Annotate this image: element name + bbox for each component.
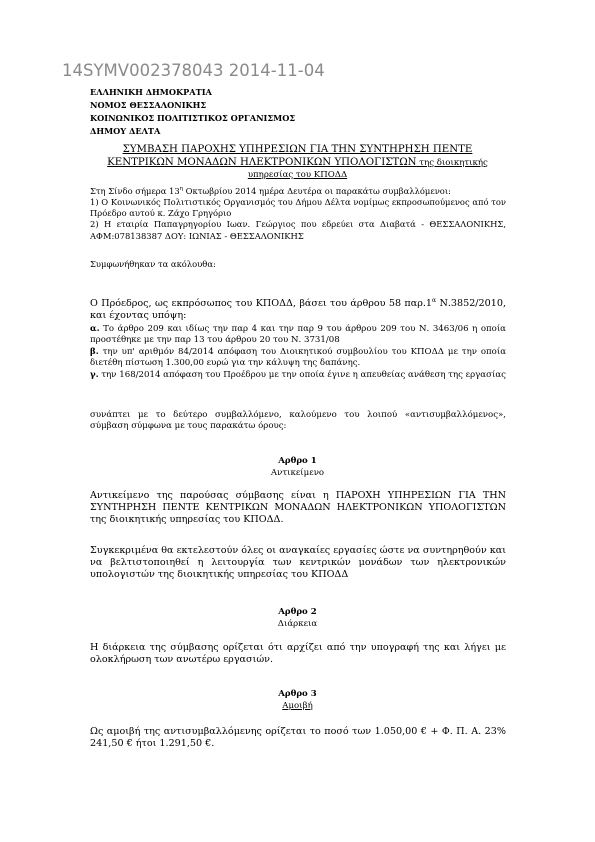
article-2-number: Αρθρο 2: [278, 607, 317, 617]
contract-title: [90, 144, 505, 182]
consideration-a-text: Το άρθρο 209 και ιδίως την παρ 4 και την παρ 9 του άρθρου 209 του Ν. 3463/06 η οποία προστέθηκε με την παρ 13 του άρθρου 20 του Ν. 3731/08: [90, 324, 506, 346]
party-2: 2) Η εταιρία Παπαγρηγορίου Ιωαν. Γεώργιος που εδρεύει στα Διαβατά - ΘΕΣΣΑΛΟΝΙΚΗΣ, ΑΦΜ:078138387 ΔΟΥ: ΙΩΝΙΑΣ - ΘΕΣΣΑΛΟΝΙΚΗΣ: [90, 219, 506, 241]
article-1-number: Αρθρο 1: [278, 456, 317, 466]
closing-text: συνάπτει με το δεύτερο συμβαλλόμενο, καλούμενο του λοιπού «αντισυμβαλλόμενος», σύμβαση σύμφωνα με τους παρακάτω όρους:: [90, 410, 506, 432]
title-line-1: ΣΥΜΒΑΣΗ ΠΑΡΟΧΗΣ ΥΠΗΡΕΣΙΩΝ ΓΙΑ ΤΗΝ ΣΥΝΤΗΡΗΣΗ ΠΕΝΤΕ: [122, 144, 473, 155]
title-line-2b: της διοικητικής: [416, 157, 488, 168]
consideration-c: [90, 370, 506, 381]
article-1-body-2: [90, 545, 506, 582]
intro-date-sup: η: [179, 186, 183, 192]
article-1-subtitle: Αντικείμενο: [270, 467, 325, 478]
article-2-body: [90, 642, 506, 666]
article-2-subtitle: Διάρκεια: [277, 618, 318, 629]
considerations: [90, 324, 506, 381]
consideration-c-text: την 168/2014 απόφαση του Προέδρου με την οποία έγινε η απευθείας ανάθεση της εργασίας: [98, 369, 506, 380]
consideration-c-label: γ.: [90, 369, 99, 380]
intro-date-b: Οκτωβρίου 2014 ημέρα Δευτέρα οι παρακάτω συμβαλλόμενοι:: [183, 185, 451, 196]
article-2-heading: [90, 607, 505, 630]
document-stamp: 14SYMV002378043 2014-11-04: [62, 61, 325, 80]
header-line: ΚΟΙΝΩΝΙΚΟΣ ΠΟΛΙΤΙΣΤΙΚΟΣ ΟΡΓΑΝΙΣΜΟΣ: [90, 113, 296, 123]
preamble-p1b: Ν.3852/2010, και έχοντας υπόψη:: [90, 298, 507, 322]
agreed-line: [90, 259, 506, 270]
closing: [90, 410, 506, 433]
header-line: ΝΟΜΟΣ ΘΕΣΣΑΛΟΝΙΚΗΣ: [90, 100, 207, 110]
consideration-b: [90, 347, 506, 370]
preamble: [90, 295, 506, 323]
party-1: 1) Ο Κοινωνικός Πολιτιστικός Οργανισμός του Δήμου Δέλτα νομίμως εκπροσωπούμενος από τον Πρόεδρο αυτού κ. Ζάχο Γρηγόριο: [90, 197, 506, 219]
preamble-intro: [90, 295, 506, 323]
title-line-2: [90, 157, 505, 170]
intro-date-a: Στη Σίνδο σήμερα 13: [90, 185, 180, 196]
intro-date-line: [90, 184, 506, 197]
preamble-p1: Ο Πρόεδρος, ως εκπρόσωπος του ΚΠΟΔΔ, βάσει του άρθρου 58 παρ.1: [90, 298, 433, 310]
article-1-p2: Συγκεκριμένα θα εκτελεστούν όλες οι αναγκαίες εργασίες ώστε να συντηρηθούν και να βελτιστοποιηθεί η λειτουργία των κεντρικών μονάδων των ηλεκτρονικών υπολογιστών της διοικητικής υπηρεσίας του ΚΠΟΔΔ: [90, 545, 506, 581]
article-1-p1: Αντικείμενο της παρούσας σύμβασης είναι η ΠΑΡΟΧΗ ΥΠΗΡΕΣΙΩΝ ΓΙΑ ΤΗΝ ΣΥΝΤΗΡΗΣΗ ΠΕΝΤΕ ΚΕΝΤΡΙΚΩΝ ΜΟΝΑΔΩΝ ΗΛΕΚΤΡΟΝΙΚΩΝ ΥΠΟΛΟΓΙΣΤΩΝ της διοικητικής υπηρεσίας του ΚΠΟΔΔ.: [90, 490, 506, 526]
consideration-b-text: την υπ' αριθμόν 84/2014 απόφαση του Διοικητικού συμβουλίου του ΚΠΟΔΔ με την οποία διετέθη πίστωση 1.300,00 ευρώ για την κάλυψη της δαπάνης.: [90, 346, 506, 369]
agreed-text: Συμφωνήθηκαν τα ακόλουθα:: [90, 259, 216, 269]
article-1-body: [90, 490, 506, 527]
issuer-header: [90, 86, 295, 138]
consideration-a-label: α.: [90, 324, 100, 334]
consideration-a: [90, 324, 506, 347]
intro: [90, 184, 506, 242]
title-line-2a: ΚΕΝΤΡΙΚΩΝ ΜΟΝΑΔΩΝ ΗΛΕΚΤΡΟΝΙΚΩΝ ΥΠΟΛΟΓΙΣΤΩΝ: [107, 156, 417, 168]
consideration-b-label: β.: [90, 346, 99, 357]
article-2-p1: Η διάρκεια της σύμβασης ορίζεται ότι αρχίζει από την υπογραφή της και λήγει με ολοκλήρωση των ανωτέρω εργασιών.: [90, 642, 506, 666]
article-3-number: Αρθρο 3: [278, 689, 317, 699]
article-3-body: [90, 726, 506, 750]
header-line: ΔΗΜΟΥ ΔΕΛΤΑ: [90, 126, 161, 136]
preamble-sup: α: [432, 297, 437, 304]
article-3-p1: Ως αμοιβή της αντισυμβαλλόμενης ορίζεται το ποσό των 1.050,00 € + Φ. Π. Α. 23% 241,50 € ήτοι 1.291,50 €.: [90, 726, 506, 750]
header-line: ΕΛΛΗΝΙΚΗ ΔΗΜΟΚΡΑΤΙΑ: [90, 87, 212, 97]
title-line-3: υπηρεσίας του ΚΠΟΔΔ: [247, 170, 348, 180]
article-3-subtitle: Αμοιβή: [282, 700, 313, 711]
article-1-heading: [90, 456, 505, 479]
article-3-heading: [90, 689, 505, 712]
